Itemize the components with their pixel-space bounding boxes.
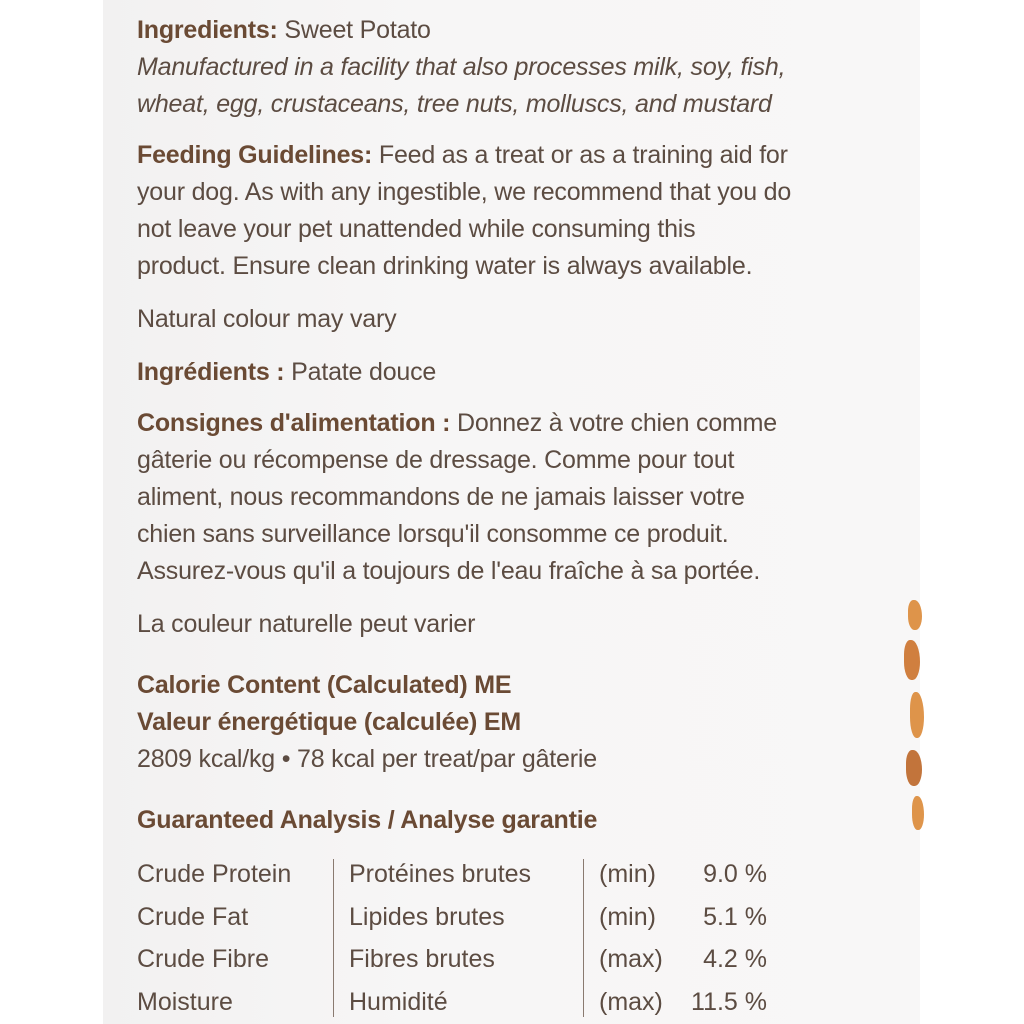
nutrient-fr: Fibres brutes bbox=[349, 945, 495, 973]
nutrient-value: 4.2 % bbox=[703, 945, 767, 973]
nutrient-qualifier: (max) bbox=[599, 987, 663, 1016]
guaranteed-analysis-table bbox=[137, 853, 787, 1023]
feeding-fr-line-2: gâterie ou récompense de dressage. Comme pour tout bbox=[137, 446, 735, 474]
feeding-en-line-2: your dog. As with any ingestible, we recommend that you do bbox=[137, 178, 792, 206]
nutrient-en: Crude Protein bbox=[137, 860, 292, 888]
feeding-fr-line-3: aliment, nous recommandons de ne jamais laisser votre bbox=[137, 483, 745, 511]
nutrient-qualifier: (max) bbox=[599, 945, 663, 973]
colour-note-en: Natural colour may vary bbox=[137, 305, 397, 333]
analysis-title: Guaranteed Analysis / Analyse garantie bbox=[137, 806, 598, 834]
nutrient-fr: Protéines brutes bbox=[349, 860, 532, 888]
nutrient-en: Crude Fat bbox=[137, 902, 249, 931]
calorie-value: 2809 kcal/kg • 78 kcal per treat/par gâterie bbox=[137, 745, 597, 773]
nutrient-value: 11.5 % bbox=[691, 987, 767, 1016]
feeding-fr-line-5: Assurez-vous qu'il a toujours de l'eau fraîche à sa portée. bbox=[137, 557, 761, 585]
feeding-fr-line-1: Consignes d'alimentation : Donnez à votre chien comme bbox=[137, 409, 777, 437]
nutrient-qualifier: (min) bbox=[599, 902, 656, 931]
allergen-line-2: wheat, egg, crustaceans, tree nuts, molluscs, and mustard bbox=[137, 90, 772, 118]
feeding-fr-line-4: chien sans surveillance lorsqu'il consomme ce produit. bbox=[137, 520, 729, 548]
colour-note-fr: La couleur naturelle peut varier bbox=[137, 610, 476, 638]
calorie-title-en: Calorie Content (Calculated) ME bbox=[137, 671, 512, 699]
feeding-en-line-4: product. Ensure clean drinking water is always available. bbox=[137, 252, 753, 280]
nutrient-fr: Humidité bbox=[349, 987, 448, 1016]
nutrient-value: 9.0 % bbox=[703, 860, 767, 888]
nutrient-value: 5.1 % bbox=[703, 902, 767, 931]
nutrient-fr: Lipides brutes bbox=[349, 902, 505, 931]
table-row bbox=[137, 981, 787, 1024]
nutrient-en: Crude Fibre bbox=[137, 945, 269, 973]
label-text bbox=[137, 12, 927, 839]
nutrient-qualifier: (min) bbox=[599, 860, 656, 888]
table-row bbox=[137, 853, 787, 896]
ingredients-en: Ingredients: Sweet Potato bbox=[137, 16, 431, 44]
nutrient-en: Moisture bbox=[137, 987, 233, 1016]
feeding-en-line-3: not leave your pet unattended while consuming this bbox=[137, 215, 696, 243]
allergen-line-1: Manufactured in a facility that also processes milk, soy, fish, bbox=[137, 53, 786, 81]
feeding-en-line-1: Feeding Guidelines: Feed as a treat or as a training aid for bbox=[137, 141, 788, 169]
calorie-title-fr: Valeur énergétique (calculée) EM bbox=[137, 708, 522, 736]
ingredients-fr: Ingrédients : Patate douce bbox=[137, 358, 437, 386]
table-row bbox=[137, 938, 787, 981]
table-row bbox=[137, 896, 787, 939]
